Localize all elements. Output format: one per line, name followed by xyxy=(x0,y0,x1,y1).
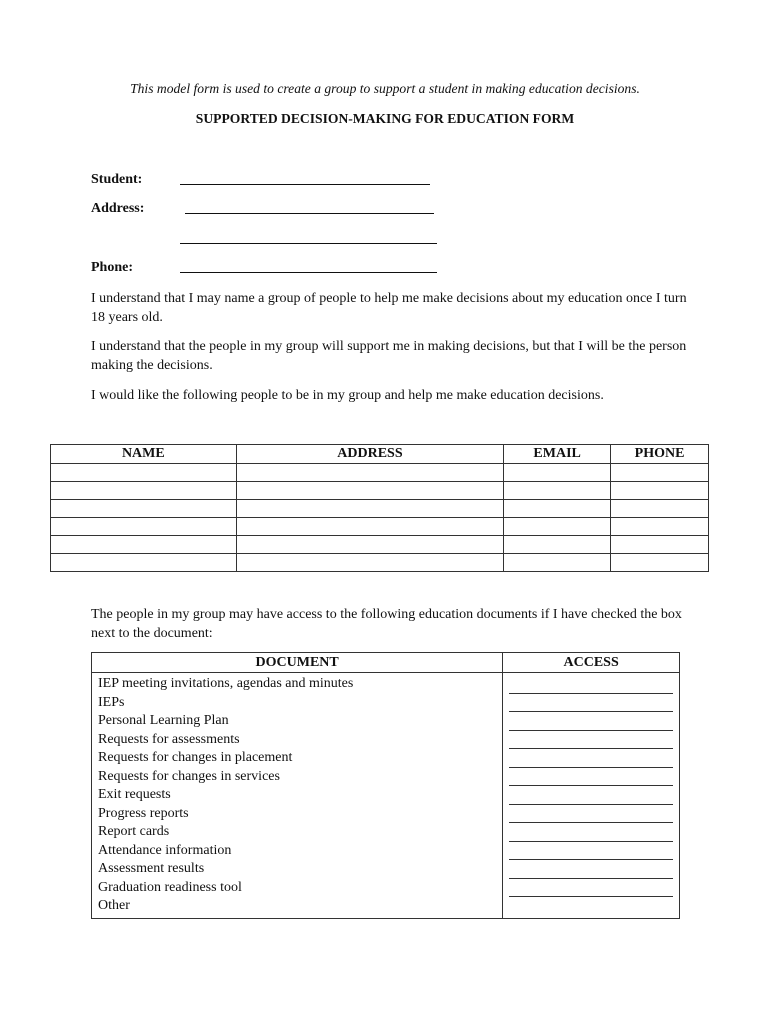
column-header-access: ACCESS xyxy=(503,653,680,673)
access-checkbox-column xyxy=(503,673,680,919)
phone-cell[interactable] xyxy=(611,482,709,500)
paragraph-documents-intro: The people in my group may have access to the following education documents if I have checked the box next to the document: xyxy=(91,607,682,641)
name-cell[interactable] xyxy=(51,554,237,572)
phone-label: Phone: xyxy=(91,260,133,275)
access-checkbox-cell[interactable] xyxy=(509,823,673,842)
documents-body-row xyxy=(92,673,680,919)
document-item: Graduation readiness tool xyxy=(98,879,242,895)
name-cell[interactable] xyxy=(51,518,237,536)
document-item: Requests for changes in services xyxy=(98,768,280,784)
column-header-email: EMAIL xyxy=(504,445,611,464)
address-cell[interactable] xyxy=(236,536,504,554)
paragraph-group-intro: I would like the following people to be in my group and help me make education decisions. xyxy=(91,388,604,403)
access-checkbox-cell[interactable] xyxy=(509,694,673,713)
address-cell[interactable] xyxy=(236,482,504,500)
address-cell[interactable] xyxy=(236,518,504,536)
access-checkbox-cell[interactable] xyxy=(509,805,673,824)
group-members-table xyxy=(50,444,709,572)
access-checkbox-cell[interactable] xyxy=(509,860,673,879)
paragraph-support: I understand that the people in my group will support me in making decisions, but that I will be the person making the decisions. xyxy=(91,339,687,373)
access-checkbox-cell[interactable] xyxy=(509,879,673,898)
phone-cell[interactable] xyxy=(611,464,709,482)
column-header-phone: PHONE xyxy=(611,445,709,464)
table-row xyxy=(51,554,709,572)
access-checkbox-cell[interactable] xyxy=(509,786,673,805)
address-input-line-1[interactable] xyxy=(185,213,434,214)
document-item: IEPs xyxy=(98,694,125,710)
intro-text: This model form is used to create a group to support a student in making education decisions. xyxy=(130,81,640,96)
address-cell[interactable] xyxy=(236,554,504,572)
document-item: Attendance information xyxy=(98,842,232,858)
name-cell[interactable] xyxy=(51,482,237,500)
email-cell[interactable] xyxy=(504,518,611,536)
email-cell[interactable] xyxy=(504,482,611,500)
email-cell[interactable] xyxy=(504,536,611,554)
group-table-header-row xyxy=(51,445,709,464)
document-item: Other xyxy=(98,898,130,913)
document-item: Assessment results xyxy=(98,861,205,876)
address-input-line-2[interactable] xyxy=(180,243,437,244)
email-cell[interactable] xyxy=(504,500,611,518)
access-checkbox-cell[interactable] xyxy=(509,768,673,787)
document-item: Progress reports xyxy=(98,805,189,821)
phone-input-line[interactable] xyxy=(180,272,437,273)
phone-cell[interactable] xyxy=(611,500,709,518)
table-row xyxy=(51,482,709,500)
document-item: Personal Learning Plan xyxy=(98,713,229,728)
table-row xyxy=(51,464,709,482)
table-row xyxy=(51,518,709,536)
paragraph-age: I understand that I may name a group of people to help me make decisions about my education once I turn 18 years old. xyxy=(91,291,687,325)
column-header-address: ADDRESS xyxy=(236,445,504,464)
documents-access-table xyxy=(91,652,680,919)
name-cell[interactable] xyxy=(51,500,237,518)
document-list xyxy=(92,673,503,919)
address-cell[interactable] xyxy=(236,500,504,518)
document-item: Report cards xyxy=(98,824,170,839)
access-checkbox-cell[interactable] xyxy=(509,897,673,916)
phone-cell[interactable] xyxy=(611,518,709,536)
address-label: Address: xyxy=(91,201,145,216)
table-row xyxy=(51,536,709,554)
email-cell[interactable] xyxy=(504,464,611,482)
access-checkbox-cell[interactable] xyxy=(509,712,673,731)
access-checkbox-cell[interactable] xyxy=(509,749,673,768)
student-input-line[interactable] xyxy=(180,184,430,185)
form-title: SUPPORTED DECISION-MAKING FOR EDUCATION FORM xyxy=(195,111,575,126)
address-cell[interactable] xyxy=(236,464,504,482)
student-label: Student: xyxy=(91,172,143,187)
phone-cell[interactable] xyxy=(611,536,709,554)
document-item: IEP meeting invitations, agendas and minutes xyxy=(98,676,354,691)
phone-cell[interactable] xyxy=(611,554,709,572)
document-item: Exit requests xyxy=(98,787,171,802)
table-row xyxy=(51,500,709,518)
name-cell[interactable] xyxy=(51,464,237,482)
access-checkbox-cell[interactable] xyxy=(509,731,673,750)
document-item: Requests for changes in placement xyxy=(98,750,293,765)
documents-table-header-row xyxy=(92,653,680,673)
column-header-name: NAME xyxy=(51,445,237,464)
email-cell[interactable] xyxy=(504,554,611,572)
access-checkbox-cell[interactable] xyxy=(509,842,673,861)
document-item: Requests for assessments xyxy=(98,731,240,747)
column-header-document: DOCUMENT xyxy=(92,653,503,673)
access-checkbox-cell[interactable] xyxy=(509,675,673,694)
name-cell[interactable] xyxy=(51,536,237,554)
